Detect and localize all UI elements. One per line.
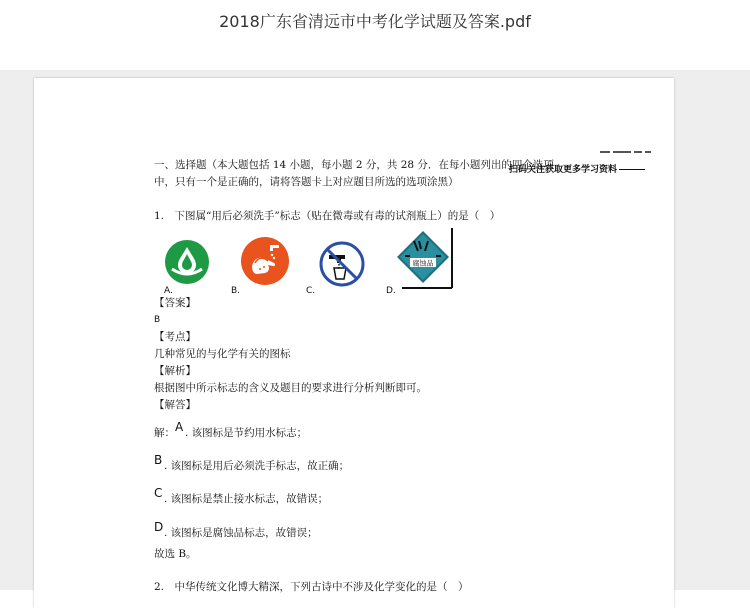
- solution-a-text: . 该图标是节约用水标志；: [185, 427, 308, 439]
- jiexi-text: 根据图中所示标志的含义及题目的要求进行分析判断即可。: [154, 382, 427, 394]
- answer-heading: 【答案】: [154, 297, 196, 309]
- solution-prefix: 解：: [154, 427, 175, 439]
- viewer-header: [0, 0, 750, 70]
- page-top-mark: [600, 151, 662, 153]
- kaodian-heading: 【考点】: [154, 331, 196, 343]
- no-water-collection-icon: [319, 241, 365, 287]
- promo-text: [509, 162, 645, 175]
- kaodian-text: 几种常见的与化学有关的图标: [154, 348, 291, 360]
- section-instructions-line1: 一、选择题（本大题包括 14 小题，每小题 2 分，共 28 分．在每小题列出的四个选项: [154, 159, 554, 171]
- solution-conclusion: 故选 B。: [154, 548, 197, 560]
- document-title: 2018广东省清远市中考化学试题及答案.pdf: [219, 12, 531, 31]
- jieda-heading: 【解答】: [154, 399, 196, 411]
- question-1: 1. 下图属“用后必须洗手”标志（贴在微毒或有毒的试剂瓶上）的是（ ）: [154, 210, 501, 222]
- option-d-label: D.: [386, 286, 396, 296]
- solution-b-text: . 该图标是用后必须洗手标志，故正确；: [164, 460, 350, 472]
- option-b-label: B.: [231, 286, 241, 296]
- jiexi-heading: 【解析】: [154, 365, 196, 377]
- solution-c-letter: C: [154, 486, 163, 500]
- promo-label: 扫码关注获取更多学习资料: [509, 165, 618, 175]
- solution-d-text: . 该图标是腐蚀品标志，故错误；: [164, 527, 318, 539]
- corrosive-icon: [392, 228, 454, 290]
- solution-a-letter: A: [175, 420, 184, 434]
- solution-d-letter: D: [154, 520, 164, 534]
- pdf-viewer[interactable]: [0, 70, 750, 593]
- solution-c-text: . 该图标是禁止接水标志，故错误；: [164, 493, 329, 505]
- wash-hands-icon: [240, 236, 290, 286]
- option-a-label: A.: [164, 286, 173, 296]
- answer-value: B: [154, 315, 161, 325]
- corrosive-icon-text: 腐蚀品: [412, 259, 434, 268]
- section-instructions-line2: 中，只有一个是正确的，请将答题卡上对应题目所选的选项涂黑）: [154, 176, 459, 188]
- water-saving-icon: [164, 239, 210, 285]
- question-2: 2. 中华传统文化博大精深，下列古诗中不涉及化学变化的是（ ）: [154, 581, 469, 593]
- option-c-label: C.: [306, 286, 316, 296]
- solution-b-letter: B: [154, 453, 163, 467]
- pdf-page: [34, 78, 674, 608]
